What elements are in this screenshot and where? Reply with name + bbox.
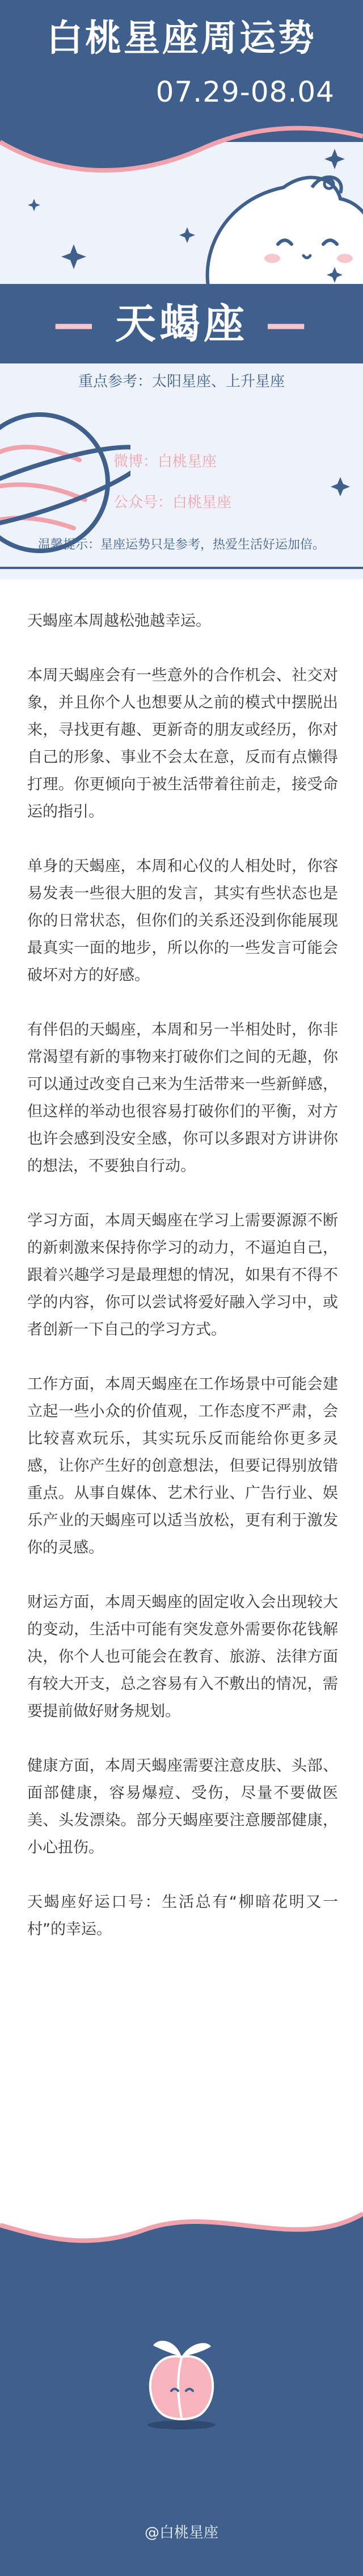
paragraph-couple: 有伴侣的天蝎座，本周和另一半相处时，你非常渴望有新的事物来打破你们之间的无趣，你可以通过改变自己来为生活带来一些新鲜感，但这样的举动也很容易打破你们的平衡，对方也许会感到没安全感，你可以多跟对方讲讲你的想法，不要独自行动。 <box>27 1021 338 1175</box>
weibo-account: 微博：白桃星座 <box>113 453 217 470</box>
star-icon <box>28 199 40 211</box>
title-dash: — <box>265 300 310 348</box>
star-icon <box>61 244 86 269</box>
page-title: 白桃星座周运势 <box>47 18 316 60</box>
tip-note: 温馨提示：星座运势只是参考，热爱生活好运加倍。 <box>37 538 325 552</box>
fortune-content <box>27 608 338 1971</box>
paragraph-intro: 天蝎座本周越松弛越幸运。 <box>27 612 211 630</box>
paragraph-work: 工作方面，本周天蝎座在工作场景中可能会建立起一些小众的价值观，工作态度不严肃，会比较喜欢玩乐，其实玩乐反而能给你更多灵感，让你产生好的创意想法，但要记得别放错重点。从事自媒体、艺术行业、广告行业、娱乐产业的天蝎座可以适当放松，更有利于激发你的灵感。 <box>27 1375 338 1557</box>
cloud-mascot-icon <box>193 165 363 295</box>
wechat-account: 公众号：白桃星座 <box>113 494 232 511</box>
footer-wave <box>0 2192 363 2259</box>
star-icon <box>331 477 350 496</box>
header-divider <box>0 567 363 569</box>
header-section <box>0 0 363 579</box>
footer-section <box>0 2192 363 2576</box>
paragraph-overview: 本周天蝎座会有一些意外的合作机会、社交对象，并且你个人也想要从之前的模式中摆脱出来，寻找更有趣、更新奇的朋友或经历，你对自己的形象、事业不会太在意，反而有点懒得打理。你更倾向于被生活带着往前走，接受命运的指引。 <box>27 667 338 821</box>
paragraph-single: 单身的天蝎座，本周和心仪的人相处时，你容易发表一些很大胆的发言，其实有些状态也是你的日常状态，但你们的关系还没到你能展现最真实一面的地步，所以你的一些发言可能会破坏对方的好感。 <box>27 858 338 984</box>
title-dash: — <box>53 300 98 348</box>
paragraph-health: 健康方面，本周天蝎座需要注意皮肤、头部、面部健康，容易爆痘、受伤，尽量不要做医美、头发漂染。部分天蝎座要注意腰部健康，小心扭伤。 <box>27 1757 338 1856</box>
paragraph-wealth: 财运方面，本周天蝎座的固定收入会出现较大的变动，生活中可能有突发意外需要你花钱解决，你个人也可能会在教育、旅游、法律方面有较大开支，总之容易有入不敷出的情况，需要提前做好财务规划。 <box>27 1594 338 1720</box>
peach-icon <box>136 2328 227 2431</box>
paragraph-study: 学习方面，本周天蝎座在学习上需要源源不断的新刺激来保持你学习的动力，不逼迫自己，跟着兴趣学习是最理想的情况，如果有不得不学的内容，你可以尝试将爱好融入学习中，或者创新一下自己的学习方式。 <box>27 1212 338 1339</box>
reference-note: 重点参考：太阳星座、上升星座 <box>78 373 285 390</box>
sign-name: 天蝎座 <box>115 300 248 348</box>
brand-watermark: @白桃星座 <box>144 2524 218 2541</box>
social-info <box>113 449 318 530</box>
date-range: 07.29-08.04 <box>155 76 335 108</box>
sign-title <box>0 295 363 352</box>
paragraph-slogan: 天蝎座好运口号：生活总有“柳暗花明又一村”的幸运。 <box>27 1893 338 1938</box>
